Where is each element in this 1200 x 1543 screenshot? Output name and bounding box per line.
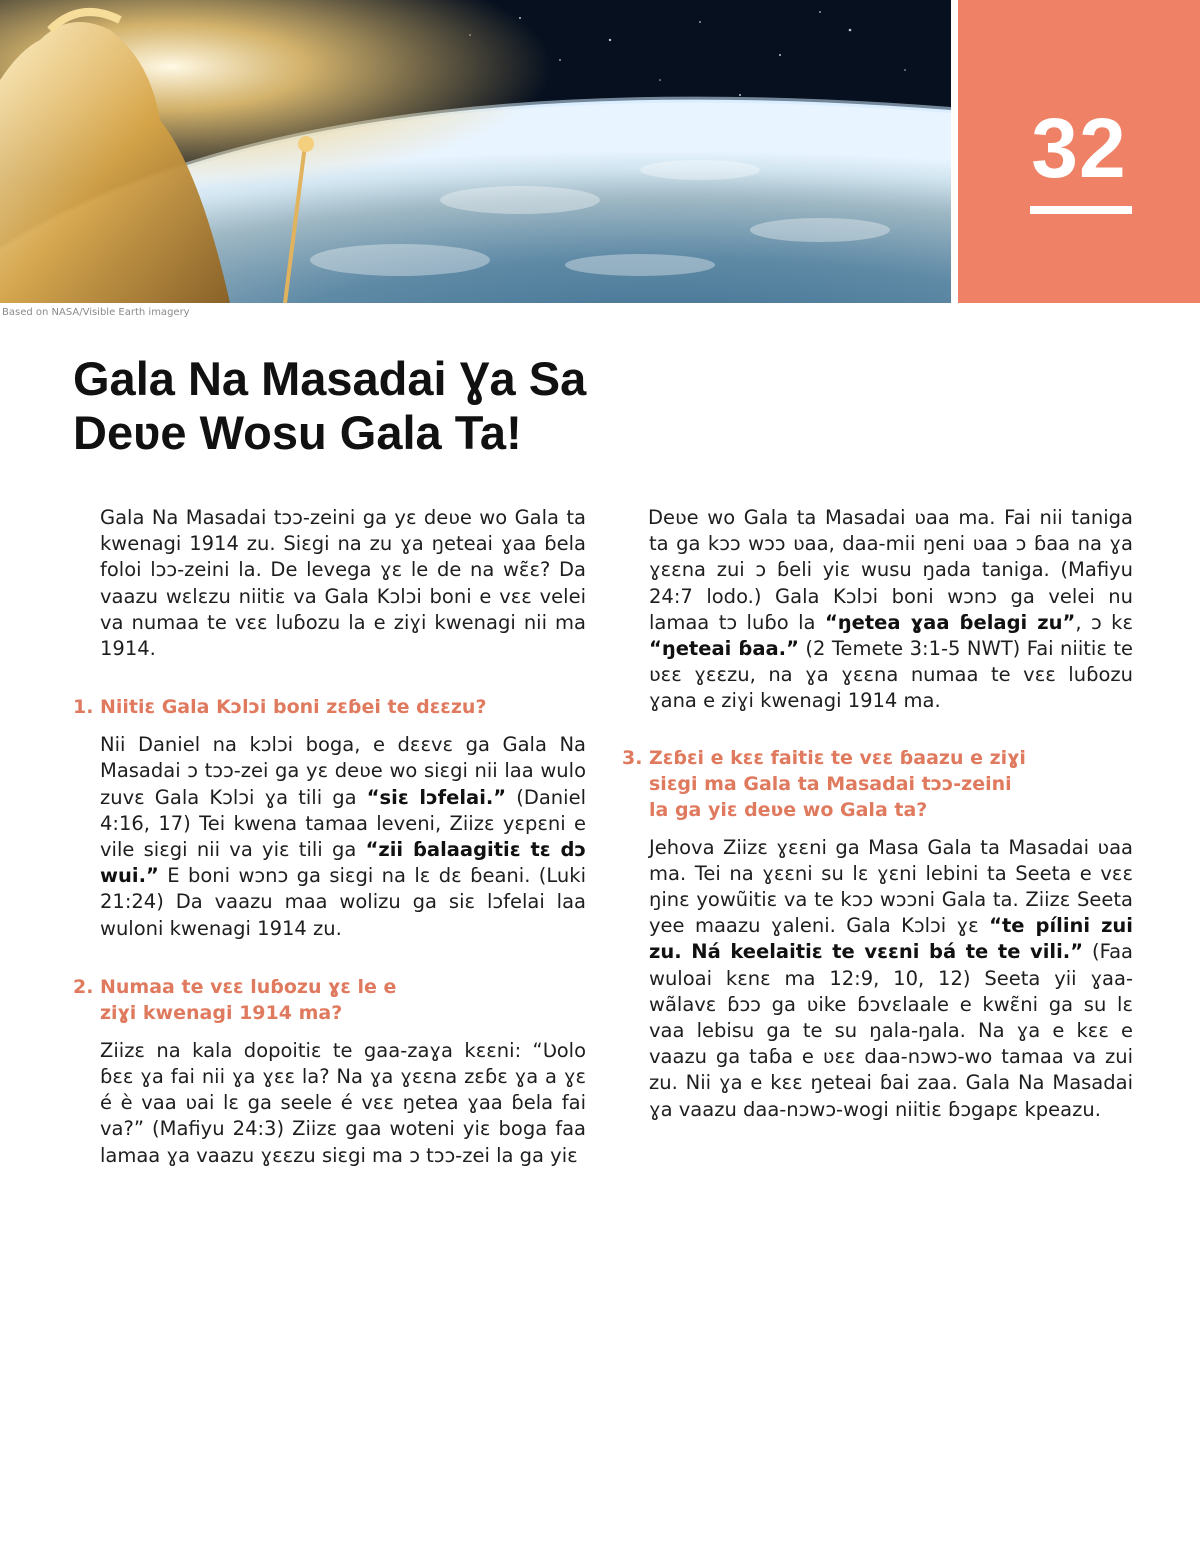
answer-text: , ɔ kɛ xyxy=(1075,610,1133,634)
header-image xyxy=(0,0,951,303)
chapter-underline xyxy=(1030,206,1132,214)
question-text: Numaa te vɛɛ luɓozu ɣɛ le e ziɣi kwenagi 1914 ma? xyxy=(100,975,397,1024)
answer-paragraph-3 xyxy=(622,835,1133,1123)
answer-paragraph-1 xyxy=(73,732,586,942)
quote-text: “te pílini zui zu. Ná keelaitiɛ te vɛɛni bá te te vili.” xyxy=(649,914,1133,964)
question-text: Zɛɓɛi e kɛɛ faitiɛ te vɛɛ ɓaazu e ziɣi siɛgi ma Gala ta Masadai tɔɔ-zeini la ga yiɛ deʋe wo Gala ta? xyxy=(649,746,1026,821)
question-text: Niitiɛ Gala Kɔlɔi boni zɛɓei te dɛɛzu? xyxy=(100,696,487,719)
answer-text: (Faa wuloai kɛnɛ ma 12:9, 10, 12) Seeta yii ɣaa-wãlavɛ ɓɔɔ ga ʋike ɓɔvɛlaale e kwɛ̃ni ga su lɛ vaa lebisu ga te su ŋala-ŋala. Na ɣa e kɛɛ e vaazu ga taɓa e ʋɛɛ daa-nɔwɔ-wo tamaa va zui zu. Nii ɣa e kɛɛ ŋeteai ɓai zaa. Gala Na Masadai ɣa vaazu daa-nɔwɔ-wogi niitiɛ ɓɔgapɛ kpeazu. xyxy=(649,940,1133,1121)
image-credit: Based on NASA/Visible Earth imagery xyxy=(2,307,190,318)
chapter-number: 32 xyxy=(1031,101,1127,195)
earth-from-space-illustration xyxy=(0,0,951,303)
left-column xyxy=(73,505,586,1169)
answer-text: Jehova Ziizɛ ɣɛɛni ga Masa Gala ta Masadai ʋaa ma. Tei na ɣɛɛni su lɛ ɣɛni lebini ta Seeta e vɛɛ ŋinɛ yowũitiɛ va te kɔɔ wɔɔni Gala ta. Ziizɛ Seeta yee maazu ɣaleni. Gala Kɔlɔi ɣɛ xyxy=(649,835,1133,938)
quote-text: “ŋetea ɣaa ɓelagi zu” xyxy=(824,610,1076,634)
intro-paragraph: Gala Na Masadai tɔɔ-zeini ga yɛ deʋe wo Gala ta kwenagi 1914 zu. Siɛgi na zu ɣa ŋeteai ɣaa ɓela foloi lɔɔ-zeini la. De levega ɣɛ le de na wɛ̃ɛ? Da vaazu wɛlɛzu niitiɛ va Gala Kɔlɔi boni e vɛɛ velei va numaa te vɛɛ luɓozu la e ziɣi kwenagi nii ma 1914. xyxy=(100,506,586,661)
right-column xyxy=(622,505,1133,1123)
question-number: 3. xyxy=(622,746,643,769)
answer-text: (Daniel 4:16, 17) Tei kwena tamaa leveni, Ziizɛ yɛpɛni e vile siɛgi nii va yiɛ tili ga xyxy=(100,785,587,862)
answer-paragraph-2-continued xyxy=(622,505,1133,715)
answer-text: Ziizɛ na kala dopoitiɛ te gaa-zaɣa kɛɛni: “Ʋolo ɓɛɛ ɣa fai nii ɣa ɣɛɛ la? Na ɣa ɣɛɛna zɛɓɛ ɣa a ɣɛ é è vaa ʋai lɛ ga seele é vɛɛ ŋetea ɣaa ɓela fai va?” (Mafiyu 24:3) Ziizɛ gaa woteni yiɛ boga faa lamaa ɣa vaazu ɣɛɛzu siɛgi ma ɔ tɔɔ-zei la ga yiɛ xyxy=(100,1038,586,1167)
answer-text: Deʋe wo Gala ta Masadai ʋaa ma. Fai nii taniga ta ga kɔɔ wɔɔ ʋaa, daa-mii ŋeni ʋaa ɔ ɓaa na ɣa ɣɛɛna zui ɔ ɓeli yiɛ wusu ŋada taniga. (Mafiyu 24:7 lodo.) Gala Kɔlɔi boni wɔnɔ ga velei nu lamaa tɔ luɓo la xyxy=(648,506,1133,634)
answer-text: Nii Daniel na kɔlɔi boga, e dɛɛvɛ ga Gala Na Masadai ɔ tɔɔ-zei ga yɛ deʋe wo siɛgi nii laa wulo zuvɛ Gala Kɔlɔi ɣa tili ga xyxy=(100,733,586,809)
quote-text: “siɛ lɔfelai.” xyxy=(366,785,507,809)
page-title: Gala Na Masadai Ɣa Sa Deʋe Wosu Gala Ta! xyxy=(73,352,587,459)
question-3 xyxy=(622,745,1133,823)
answer-paragraph-2 xyxy=(73,1038,586,1169)
question-1 xyxy=(73,694,586,720)
answer-text: E boni wɔnɔ ga siɛgi na lɛ dɛ ɓeani. (Luki 21:24) Da vaazu maa wolizu ga siɛ lɔfelai laa wuloni kwenagi 1914 zu. xyxy=(100,864,586,940)
quote-text: “zii ɓalaagitiɛ tɛ dɔ wui.” xyxy=(100,838,586,888)
chapter-number-box xyxy=(958,0,1200,303)
question-number: 2. xyxy=(73,975,94,998)
answer-text: (2 Temete 3:1-5 NWT) Fai niitiɛ te ʋɛɛ ɣɛɛzu, na ɣa ɣɛɛna numaa te vɛɛ luɓozu ɣana e ziɣi kwenagi 1914 ma. xyxy=(649,637,1133,713)
question-2 xyxy=(73,974,586,1026)
quote-text: “ŋeteai ɓaa.” xyxy=(649,637,799,661)
question-number: 1. xyxy=(73,696,94,719)
